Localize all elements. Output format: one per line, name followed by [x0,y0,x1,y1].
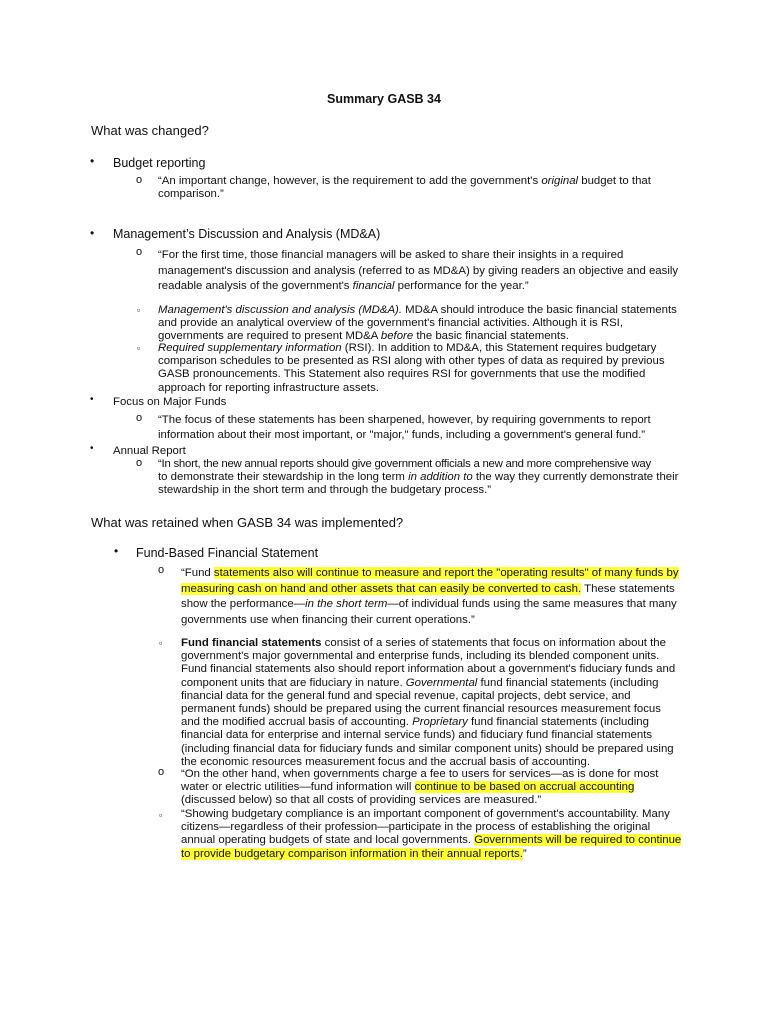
highlight: measuring cash on hand and other assets that can easily be converted to cash. [181,582,582,595]
bullet-icon: • [114,544,119,558]
page-title: Summary GASB 34 [327,92,441,106]
item-fund-based: Fund-Based Financial Statement [136,546,319,560]
item-major-funds: Focus on Major Funds [113,396,227,408]
circle-bullet-icon: o [158,766,165,778]
circle-bullet-icon: o [158,564,165,576]
mda-paragraph: Management's discussion and analysis (MD&A). MD&A should introduce the basic financial statements and provide an analytical overview of the government's financial activities. Although it is RSI, governments are required to present MD&A before the basic financial statements. [158,304,677,343]
circle-bullet-icon: o [136,412,143,424]
item-mda: Management’s Discussion and Analysis (MD&A) [113,227,381,241]
quote-annual-report: “In short, the new annual reports should give government officials a new and more comprehensive way to demonstrate their stewardship in the long term in addition to the way they currently demonstrate their stewardship in the short term and through the budgetary process.” [158,458,679,497]
quote-major-funds: “The focus of these statements has been sharpened, however, by requiring governments to report information about their most important, or "major," funds, including a government's general fund.” [158,414,651,441]
circle-bullet-icon: o [136,457,143,469]
fund-financial-paragraph: Fund financial statements consist of a series of statements that focus on information about the government's major governmental and enterprise funds, including its blended component units. Fund financial statements also should report information about a government's fiduciary funds and component units that are fiduciary in nature. Governmental fund financial statements (including financial data for the general fund and special revenue, capital projects, debt service, and permanent funds) should be prepared using the current financial resources measurement focus and the modified accrual basis of accounting. Proprietary fund financial statements (including financial data for enterprise and internal service funds) and fiduciary fund financial statements (including financial data for fiduciary funds and similar component units) should be prepared using the economic resources measurement focus and the accrual basis of accounting. [181,637,676,768]
section-heading-changed: What was changed? [91,123,209,138]
quote-budget: “An important change, however, is the requirement to add the government's original budget to that comparison.” [158,175,651,201]
circle-bullet-icon: o [136,246,143,258]
highlight: continue to be based on accrual accounting [414,781,635,794]
highlight: statements also will continue to measure and report the "operating results" of many funds by [213,567,679,579]
section-heading-retained: What was retained when GASB 34 was implemented? [91,515,404,530]
square-bullet-icon: ▫ [159,810,163,820]
square-bullet-icon: ▫ [137,343,141,353]
quote-budgetary-compliance: “Showing budgetary compliance is an important component of government's accountability. Many citizens—regardless of their profession—participate in the process of establishing the original annual operating budgets of state and local governments. Governments will be required to continue to provide budgetary comparison information in their annual reports.” [181,808,682,860]
quote-utilities: “On the other hand, when governments charge a fee to users for services—as is done for most water or electric utilities—fund information will continue to be based on accrual accounting (discussed below) so that all costs of providing services are measured.” [181,768,659,807]
highlight: Governments will be required to continue [474,834,682,847]
quote-mda: “For the first time, those financial managers will be asked to share their insights in a required management's discussion and analysis (referred to as MD&A) by giving readers an objective and easily readable analysis of the government's financial performance for the year.” [158,249,679,292]
rsi-paragraph: Required supplementary information (RSI). In addition to MD&A, this Statement requires budgetary comparison schedules to be presented as RSI along with other types of data as required by previous GASB pronouncements. This Statement also requires RSI for governments that use the modified approach for reporting infrastructure assets. [158,342,665,394]
circle-bullet-icon: o [136,174,143,186]
quote-fund-statements: “Fund statements also will continue to measure and report the "operating results" of many funds by measuring cash on hand and other assets that can easily be converted to cash. These statements show the performance—in the short term—of individual funds using the same measures that many governments use when financing their current operations.” [181,567,679,626]
highlight: to provide budgetary comparison information in their annual reports. [181,847,523,860]
bullet-icon: • [90,226,95,240]
square-bullet-icon: ▫ [159,638,163,648]
bullet-icon: • [90,394,94,405]
square-bullet-icon: ▫ [137,305,141,315]
bullet-icon: • [90,443,94,454]
bullet-icon: • [90,154,95,168]
item-budget-reporting: Budget reporting [113,156,206,170]
item-annual-report: Annual Report [113,445,186,457]
